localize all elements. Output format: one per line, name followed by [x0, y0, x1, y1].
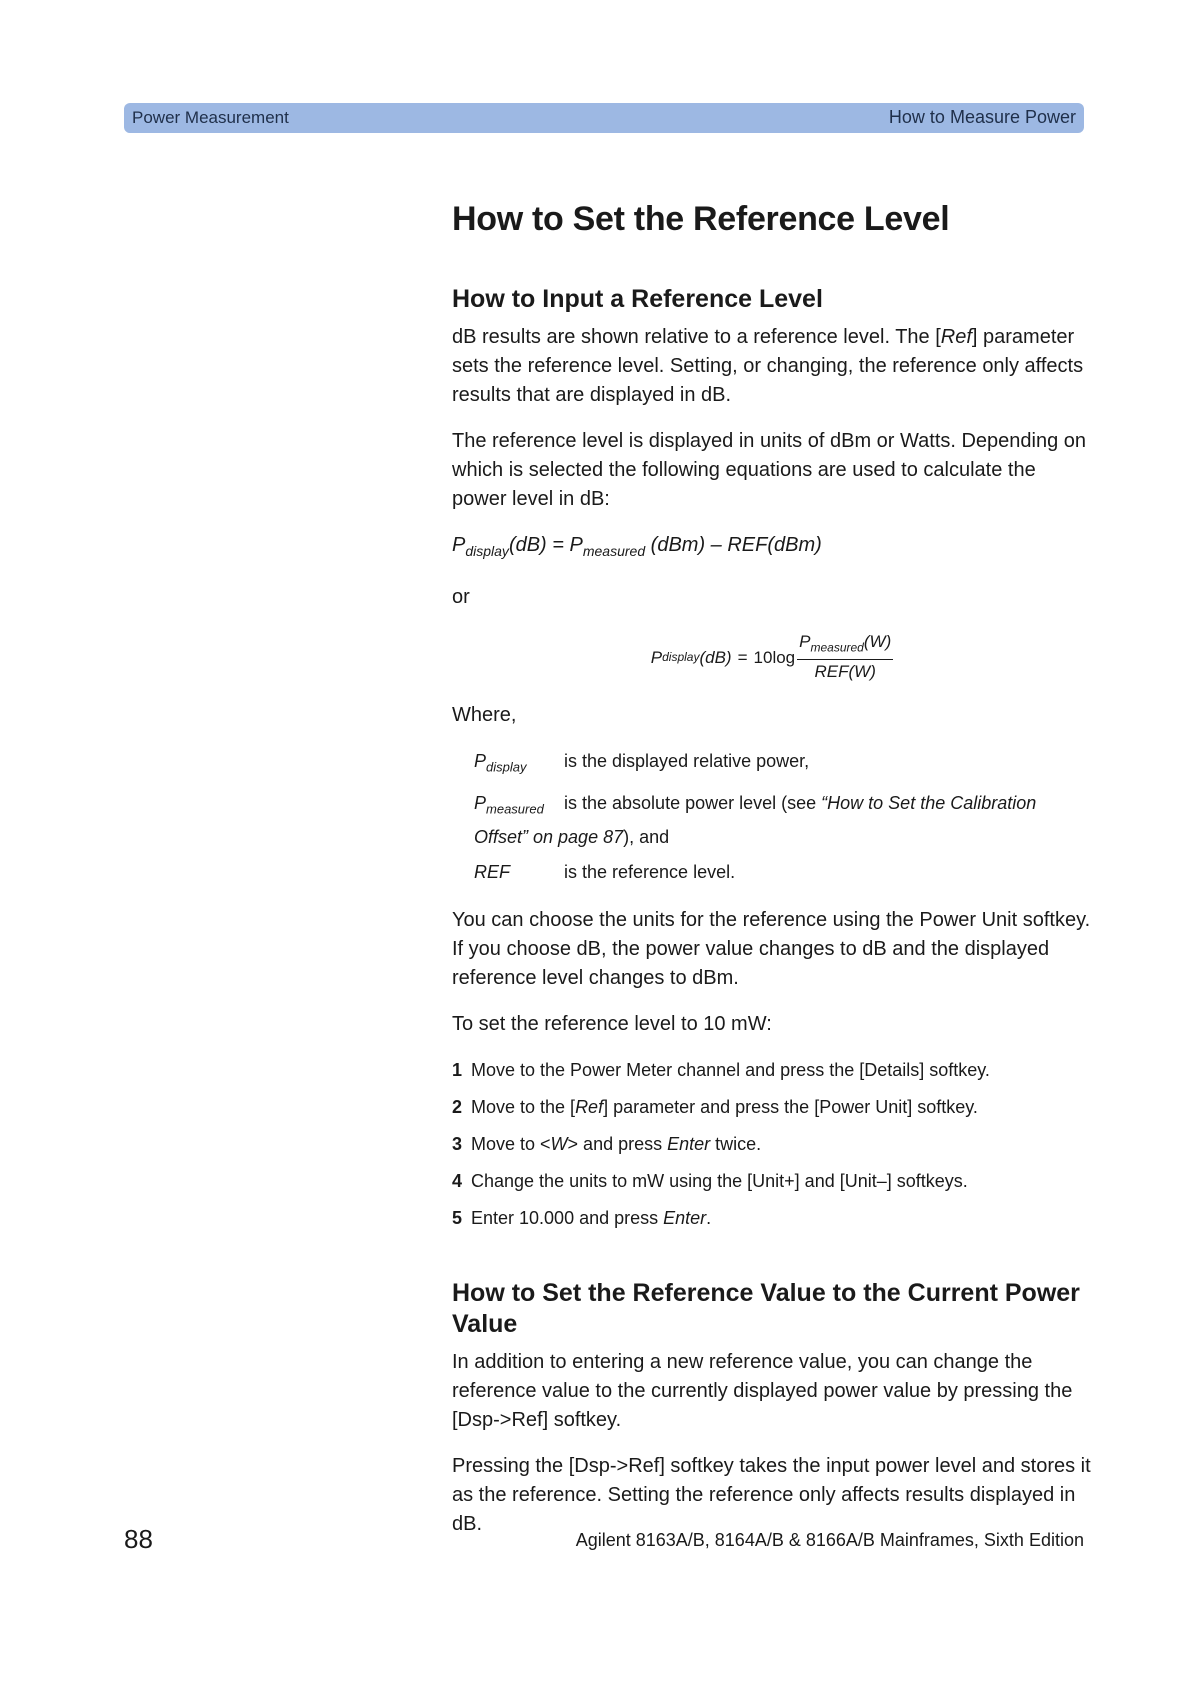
list-item: 1 Move to the Power Meter channel and press the [Details] softkey.	[452, 1060, 990, 1081]
equation-dbm: $P_{display}(dB) = P_{measured}$ (dBm) – REF(dBm)	[452, 534, 822, 559]
list-item: 2 Move to the [Ref] parameter and press the [Power Unit] softkey.	[452, 1097, 978, 1118]
section-heading-input-reference: How to Input a Reference Level	[452, 285, 823, 313]
equation-watts: P display (dB) = 10log $\frac{P_{measured}(W)}{\text{REF(W)}}$	[650, 631, 892, 682]
list-item: 4 Change the units to mW using the [Unit+] and [Unit–] softkeys.	[452, 1171, 968, 1192]
page-number: 88	[124, 1524, 153, 1554]
paragraph-dsp-ref: In addition to entering a new reference value, you can change the reference value to the currently displayed power value by pressing the [Dsp->Ref] softkey.	[452, 1351, 1073, 1432]
definition-p-measured: $P_{measured}$ is the absolute power level (see “How to Set the Calibration Offset” on page 87), and	[474, 792, 1037, 848]
main-content	[452, 198, 1092, 1556]
footer-document-title: Agilent 8163A/B, 8164A/B & 8166A/B Mainframes, Sixth Edition	[575, 1530, 1084, 1550]
header-section-title: How to Measure Power	[888, 107, 1076, 127]
or-text: or	[452, 586, 470, 608]
calibration-offset-link[interactable]: “How to Set the Calibration Offset” on page 87	[474, 792, 1037, 848]
definition-list	[474, 747, 1092, 886]
where-label: Where,	[452, 704, 517, 726]
paragraph-set-10mw: To set the reference level to 10 mW:	[452, 1013, 772, 1036]
paragraph-power-unit: You can choose the units for the reference using the Power Unit softkey. If you choose dB, the power value changes to dB and the displayed reference level changes to dBm.	[452, 909, 1091, 990]
equation-fraction: $\frac{P_{measured}(W)}{\text{REF(W)}}$	[799, 631, 892, 682]
list-item: 3 Move to <W> and press Enter twice.	[452, 1134, 762, 1155]
definition-ref: REF is the reference level.	[474, 862, 736, 883]
header-chapter-title: Power Measurement	[132, 108, 289, 127]
definition-p-display: $P_{display}$ is the displayed relative power,	[474, 751, 810, 775]
paragraph-units: The reference level is displayed in units of dBm or Watts. Depending on which is selected the following equations are used to calculate the power level in dB:	[452, 430, 1087, 510]
paragraph-intro: dB results are shown relative to a reference level. The [Ref] parameter sets the reference level. Setting, or changing, the reference only affects results that are displayed in dB.	[452, 326, 1084, 406]
section-heading-current-power: How to Set the Reference Value to the Current Power Value	[452, 1279, 1080, 1339]
running-header	[124, 103, 1084, 133]
list-item: 5 Enter 10.000 and press Enter.	[452, 1208, 712, 1229]
paragraph-dsp-ref-stores: Pressing the [Dsp->Ref] softkey takes the input power level and stores it as the reference. Setting the reference only affects results displayed in dB.	[452, 1455, 1091, 1536]
page-title: How to Set the Reference Level	[452, 200, 950, 238]
steps-list	[452, 1056, 1092, 1232]
